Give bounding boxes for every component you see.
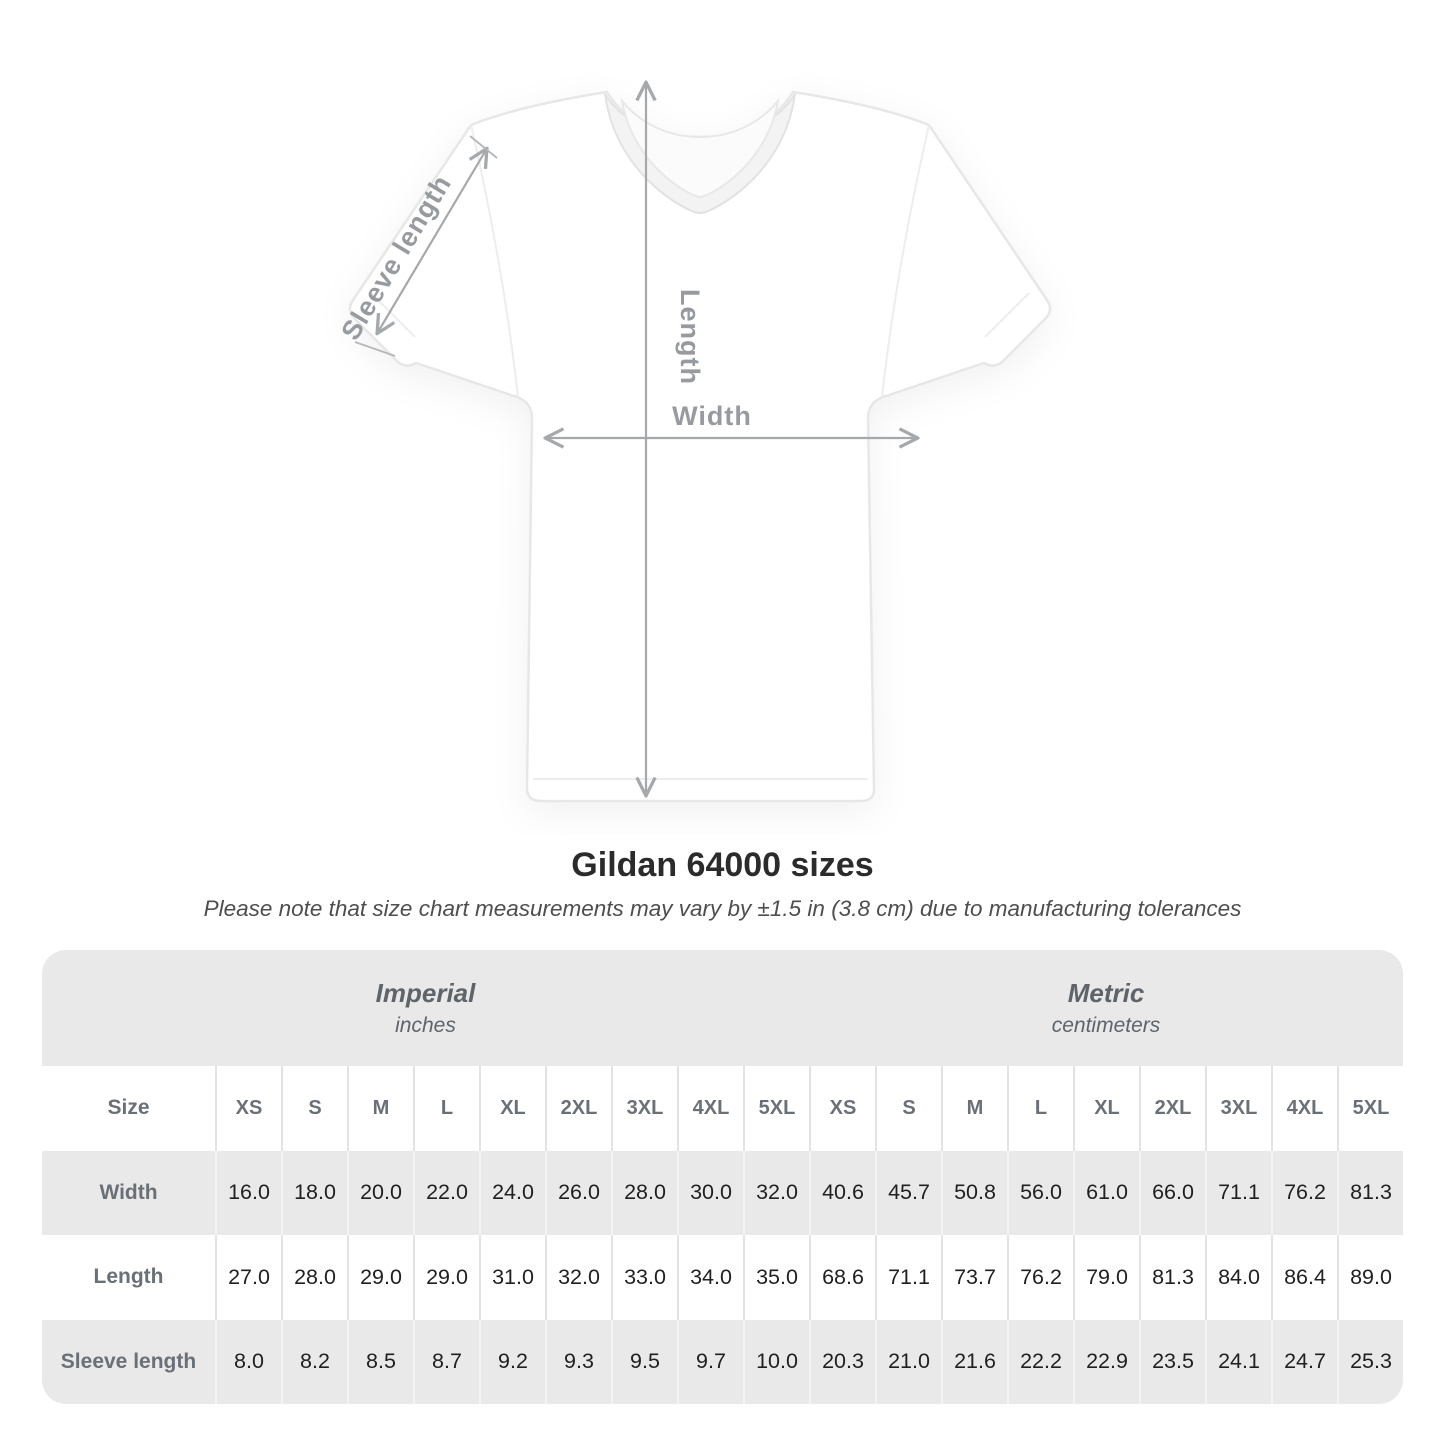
size-column-header: L	[1007, 1066, 1073, 1151]
size-value: 8.5	[347, 1320, 413, 1405]
imperial-unit: inches	[395, 1014, 456, 1037]
page-title: Gildan 64000 sizes	[571, 846, 874, 884]
tolerance-note: Please note that size chart measurements may vary by ±1.5 in (3.8 cm) due to manufacturing tolerances	[203, 896, 1242, 921]
size-value: 21.0	[875, 1320, 941, 1405]
size-value: 18.0	[281, 1151, 347, 1236]
imperial-section-header	[42, 950, 809, 1066]
size-column-header: 5XL	[1337, 1066, 1403, 1151]
length-label: Length	[675, 289, 705, 385]
size-table	[42, 950, 1403, 1404]
size-value: 9.3	[545, 1320, 611, 1405]
size-value: 68.6	[809, 1235, 875, 1320]
size-value: 86.4	[1271, 1235, 1337, 1320]
metric-section-header	[809, 950, 1403, 1066]
size-value: 31.0	[479, 1235, 545, 1320]
size-value: 20.0	[347, 1151, 413, 1236]
size-value: 66.0	[1139, 1151, 1205, 1236]
size-value: 34.0	[677, 1235, 743, 1320]
size-column-header: 5XL	[743, 1066, 809, 1151]
size-value: 28.0	[281, 1235, 347, 1320]
size-value: 81.3	[1139, 1235, 1205, 1320]
size-column-header: 2XL	[1139, 1066, 1205, 1151]
size-value: 9.5	[611, 1320, 677, 1405]
size-value: 8.7	[413, 1320, 479, 1405]
size-value: 71.1	[875, 1235, 941, 1320]
metric-title: Metric	[1067, 978, 1145, 1008]
size-column-header: XL	[479, 1066, 545, 1151]
width-label: Width	[672, 401, 752, 431]
size-value: 25.3	[1337, 1320, 1403, 1405]
size-value: 32.0	[545, 1235, 611, 1320]
size-value: 24.7	[1271, 1320, 1337, 1405]
size-value: 50.8	[941, 1151, 1007, 1236]
size-value: 26.0	[545, 1151, 611, 1236]
size-value: 27.0	[215, 1235, 281, 1320]
size-value: 40.6	[809, 1151, 875, 1236]
size-value: 61.0	[1073, 1151, 1139, 1236]
size-value: 16.0	[215, 1151, 281, 1236]
size-value: 84.0	[1205, 1235, 1271, 1320]
size-value: 22.9	[1073, 1320, 1139, 1405]
size-column-header: 3XL	[1205, 1066, 1271, 1151]
size-value: 8.0	[215, 1320, 281, 1405]
size-column-header: 2XL	[545, 1066, 611, 1151]
size-value: 22.0	[413, 1151, 479, 1236]
size-value: 56.0	[1007, 1151, 1073, 1236]
size-value: 45.7	[875, 1151, 941, 1236]
size-value: 24.1	[1205, 1320, 1271, 1405]
size-column-header: 4XL	[1271, 1066, 1337, 1151]
size-column-header: L	[413, 1066, 479, 1151]
row-label: Sleeve length	[42, 1320, 215, 1405]
size-value: 33.0	[611, 1235, 677, 1320]
size-column-header: M	[347, 1066, 413, 1151]
size-column-header: M	[941, 1066, 1007, 1151]
sleeve-length-label: Sleeve length	[335, 169, 458, 346]
size-column-header: S	[281, 1066, 347, 1151]
metric-unit: centimeters	[1051, 1014, 1161, 1037]
table-header-band	[42, 950, 1403, 1066]
size-value: 73.7	[941, 1235, 1007, 1320]
size-value: 89.0	[1337, 1235, 1403, 1320]
size-value: 28.0	[611, 1151, 677, 1236]
size-value: 8.2	[281, 1320, 347, 1405]
row-label: Width	[42, 1151, 215, 1236]
size-value: 76.2	[1007, 1235, 1073, 1320]
size-value: 21.6	[941, 1320, 1007, 1405]
size-value: 9.2	[479, 1320, 545, 1405]
size-value: 29.0	[413, 1235, 479, 1320]
size-column-header: XS	[215, 1066, 281, 1151]
size-column-header: S	[875, 1066, 941, 1151]
size-value: 23.5	[1139, 1320, 1205, 1405]
imperial-title: Imperial	[375, 978, 476, 1008]
size-value: 10.0	[743, 1320, 809, 1405]
size-column-header: 3XL	[611, 1066, 677, 1151]
size-value: 32.0	[743, 1151, 809, 1236]
size-value: 20.3	[809, 1320, 875, 1405]
size-value: 76.2	[1271, 1151, 1337, 1236]
size-value: 30.0	[677, 1151, 743, 1236]
size-value: 81.3	[1337, 1151, 1403, 1236]
size-value: 35.0	[743, 1235, 809, 1320]
size-column-header: XL	[1073, 1066, 1139, 1151]
size-column-header: 4XL	[677, 1066, 743, 1151]
size-value: 79.0	[1073, 1235, 1139, 1320]
size-column-header: XS	[809, 1066, 875, 1151]
size-value: 29.0	[347, 1235, 413, 1320]
row-label: Length	[42, 1235, 215, 1320]
size-value: 71.1	[1205, 1151, 1271, 1236]
size-value: 24.0	[479, 1151, 545, 1236]
size-corner-label: Size	[42, 1066, 215, 1151]
size-value: 9.7	[677, 1320, 743, 1405]
size-grid	[42, 1066, 1403, 1404]
size-value: 22.2	[1007, 1320, 1073, 1405]
